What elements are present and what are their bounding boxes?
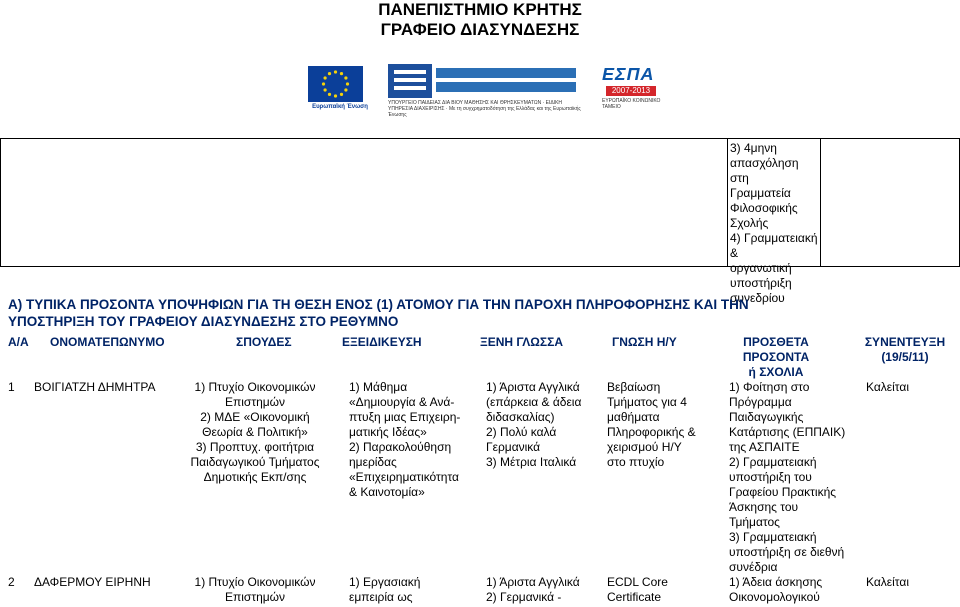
text-line: μαθήματα [607, 410, 660, 424]
section-heading-line: Α) ΤΥΠΙΚΑ ΠΡΟΣΟΝΤΑ ΥΠΟΨΗΦΙΩΝ ΓΙΑ ΤΗ ΘΕΣΗ ΕΝΟΣ (1) ΑΤΟΜΟΥ ΓΙΑ ΤΗΝ ΠΑΡΟΧΗ ΠΛΗΡΟΦΟΡΗΣΗΣ ΚΑΙ ΤΗΝ [8, 297, 749, 312]
text-line: 1) Άδεια άσκησης [729, 575, 823, 589]
text-line: απασχόληση στη [730, 156, 799, 185]
table-border [0, 138, 1, 267]
espa-years: 2007-2013 [606, 86, 656, 96]
row-aa: 1 [8, 380, 15, 394]
eu-flag-icon [308, 66, 363, 102]
text-line: Γερμανικά [486, 440, 541, 454]
logo-bar [300, 58, 660, 120]
text-line: Τμήματος για 4 [607, 395, 687, 409]
row-aa: 2 [8, 575, 15, 589]
column-header-extra [728, 335, 824, 380]
lifelong-learning-logo [388, 62, 578, 102]
section-heading [8, 296, 958, 330]
eu-logo-text: Ευρωπαϊκή Ένωση [312, 104, 368, 110]
column-header-specialization: ΕΞΕΙΔΙΚΕΥΣΗ [342, 335, 422, 349]
text-line: Πρόγραμμα [729, 395, 792, 409]
column-header-name: ΟΝΟΜΑΤΕΠΩΝΥΜΟ [50, 335, 165, 349]
row-pc [607, 380, 727, 470]
header-line: ΠΡΟΣΟΝΤΑ [742, 350, 810, 364]
text-line: 1) Πτυχίο Οικονομικών [194, 380, 316, 394]
column-header-language: ΞΕΝΗ ΓΛΩΣΣΑ [480, 335, 563, 349]
row-interview: Καλείται [866, 575, 909, 589]
text-line: 3) 4μηνη [730, 141, 777, 155]
text-line: 2) Γερμανικά - [486, 590, 562, 604]
text-line: Παιδαγωγικής [729, 410, 804, 424]
text-line: Πληροφορικής & [607, 425, 696, 439]
espa-name: ΕΣΠΑ [602, 64, 655, 84]
text-line: ECDL Core [607, 575, 668, 589]
eu-logo [300, 66, 372, 118]
text-line: στο πτυχίο [607, 455, 665, 469]
header-line: ή ΣΧΟΛΙΑ [748, 365, 804, 379]
text-line: 1) Μάθημα [349, 380, 408, 394]
page-title: ΠΑΝΕΠΙΣΤΗΜΙΟ ΚΡΗΤΗΣ [378, 0, 582, 19]
text-line: & Καινοτομία» [349, 485, 425, 499]
text-line: Επιστημών [224, 395, 286, 409]
text-line: υποστήριξη [730, 276, 792, 290]
row-specialization [349, 380, 489, 500]
text-line: 1) Πτυχίο Οικονομικών [194, 575, 316, 589]
text-line: 1) Φοίτηση στο [729, 380, 810, 394]
text-line: Κατάρτισης (ΕΠΠΑΙΚ) [729, 425, 846, 439]
text-line: Θεωρία & Πολιτική» [202, 425, 308, 439]
text-line: Γραμματεία [730, 186, 791, 200]
table-border [0, 138, 960, 139]
text-line: συνέδρια [729, 560, 778, 574]
header-line: ΠΡΟΣΘΕΤΑ [743, 335, 809, 349]
column-header-interview [850, 335, 960, 365]
row-name: ΔΑΦΕΡΜΟΥ ΕΙΡΗΝΗ [34, 575, 151, 589]
text-line: χειρισμού Η/Υ [607, 440, 682, 454]
text-line: (επάρκεια & άδεια [486, 395, 582, 409]
text-line: Τμήματος [729, 515, 780, 529]
text-line: υποστήριξη του [729, 470, 812, 484]
header-line: (19/5/11) [881, 350, 929, 364]
text-line: της ΑΣΠΑΙΤΕ [729, 440, 800, 454]
text-line: 2) Γραμματειακή [729, 455, 817, 469]
text-line: 2) ΜΔΕ «Οικονομική [200, 410, 310, 424]
row-specialization [349, 575, 489, 605]
text-line: 1) Άριστα Αγγλικά [486, 380, 580, 394]
row-extra [729, 380, 859, 575]
text-line: 4) Γραμματειακή & [730, 231, 818, 260]
text-line: 1) Εργασιακή [349, 575, 421, 589]
text-line: 3) Γραμματειακή [729, 530, 817, 544]
text-line: «Επιχειρηματικότητα [349, 470, 459, 484]
text-line: πτυξη μιας Επιχειρη- [349, 410, 461, 424]
row-studies [180, 380, 330, 485]
row-name: ΒΟΙΓΙΑΤΖΗ ΔΗΜΗΤΡΑ [34, 380, 156, 394]
text-line: Φιλοσοφικής Σχολής [730, 201, 798, 230]
page-subtitle: ΓΡΑΦΕΙΟ ΔΙΑΣΥΝΔΕΣΗΣ [380, 20, 580, 39]
row-language [486, 575, 606, 605]
text-line: ματικής Ιδέας» [349, 425, 427, 439]
text-line: Οικονομολογικού [729, 590, 820, 604]
section-heading-line: ΥΠΟΣΤΗΡΙΞΗ ΤΟΥ ΓΡΑΦΕΙΟΥ ΔΙΑΣΥΝΔΕΣΗΣ ΣΤΟ ΡΕΘΥΜΝΟ [8, 314, 399, 329]
column-header-aa: Α/Α [8, 335, 29, 349]
text-line: οργανωτική [730, 261, 792, 275]
row-pc [607, 575, 727, 605]
text-line: υποστήριξη σε διεθνή [729, 545, 845, 559]
row-studies [180, 575, 330, 605]
espa-logo [602, 64, 660, 108]
table-border [820, 138, 821, 267]
espa-subtitle: ΕΥΡΩΠΑΪΚΟ ΚΟΙΝΩΝΙΚΟ ΤΑΜΕΙΟ [602, 98, 661, 110]
text-line: 1) Άριστα Αγγλικά [486, 575, 580, 589]
text-line: Επιστημών [224, 590, 286, 604]
row-extra [729, 575, 859, 605]
text-line: εμπειρία ως [349, 590, 413, 604]
text-line: 3) Προπτυχ. φοιτήτρια [195, 440, 315, 454]
text-line: συνεδρίου [730, 291, 785, 305]
row-language [486, 380, 606, 470]
text-line: Γραφείου Πρακτικής [729, 485, 837, 499]
text-line: Δημοτικής Εκπ/σης [203, 470, 307, 484]
text-line: 2) Πολύ καλά [486, 425, 557, 439]
row-interview: Καλείται [866, 380, 909, 394]
column-header-pc: ΓΝΩΣΗ Η/Υ [612, 335, 677, 349]
ministry-text: ΥΠΟΥΡΓΕΙΟ ΠΑΙΔΕΙΑΣ ΔΙΑ ΒΙΟΥ ΜΑΘΗΣΗΣ ΚΑΙ ΘΡΗΣΚΕΥΜΑΤΩΝ · ΕΙΔΙΚΗ ΥΠΗΡΕΣΙΑ ΔΙΑΧΕΙΡΙΣΗΣ · Με τη συγχρηματοδότηση της Ελλάδας και της Ευρωπαϊκής Ένωσης [388, 100, 581, 118]
text-line: διδασκαλίας) [486, 410, 555, 424]
text-line: Βεβαίωση [607, 380, 661, 394]
header-line: ΣΥΝΕΝΤΕΥΞΗ [864, 335, 946, 349]
prior-row-extra [730, 141, 820, 306]
column-header-studies: ΣΠΟΥΔΕΣ [236, 335, 292, 349]
text-line: «Δημιουργία & Ανά- [349, 395, 455, 409]
text-line: 2) Παρακολούθηση [349, 440, 452, 454]
text-line: ημερίδας [349, 455, 397, 469]
text-line: Παιδαγωγικού Τμήματος [190, 455, 320, 469]
text-line: Certificate [607, 590, 662, 604]
table-border [727, 138, 728, 267]
text-line: 3) Μέτρια Ιταλικά [486, 455, 577, 469]
text-line: Άσκησης του [729, 500, 799, 514]
